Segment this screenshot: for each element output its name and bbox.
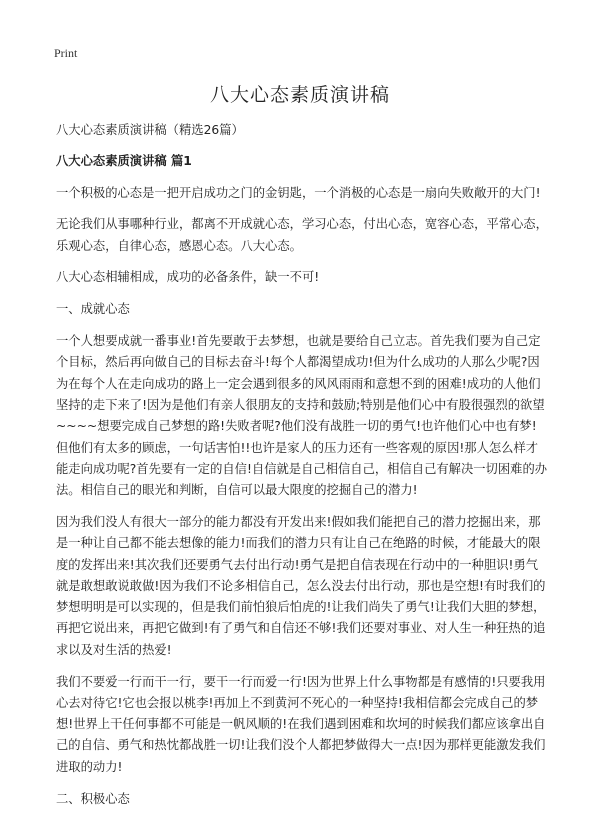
- document-body: [56, 120, 548, 820]
- paragraph-potential: 因为我们没人有很大一部分的能力都没有开发出来!假如我们能把自己的潜力挖掘出来，那是一种让自己都不能去想像的能力!而我们的潜力只有让自己在绝路的时候，才能最大的限度的发挥出来!其次我们还要勇气去付出行动!勇气是把自信表现在行动中的一种胆识!勇气就是敢想敢说敢做!因为我们不论多相信自己，怎么没去付出行动，那也是空想!有时我们的梦想明明是可以实现的，但是我们前怕狼后怕虎的!让我们尚失了勇气!让我们大胆的梦想，再把它说出来，再把它做到!有了勇气和自信还不够!我们还要对事业、对人生一种狂热的追求以及对生活的热爱!: [56, 514, 546, 657]
- paragraph-complement: 八大心态相辅相成，成功的必备条件，缺一不可!: [56, 270, 320, 285]
- print-link[interactable]: Print: [54, 46, 78, 60]
- document-subtitle: 八大心态素质演讲稿（精选26篇）: [56, 123, 244, 137]
- paragraph-intro: 一个积极的心态是一把开启成功之门的金钥匙，一个消极的心态是一扇向失败敞开的大门!: [56, 185, 541, 200]
- paragraph-mindsets-list: 无论我们从事哪种行业，都离不开成就心态，学习心态，付出心态，宽容心态，平常心态，乐观心态，自律心态，感恩心态。八大心态。: [56, 217, 548, 253]
- paragraph-dream: 一个人想要成就一番事业!首先要敢于去梦想，也就是要给自己立志。首先我们要为自己定个目标，然后再向做自己的目标去奋斗!每个人都渴望成功!但为什么成功的人那么少呢?因为在每个人在走向成功的路上一定会遇到很多的风风雨雨和意想不到的困难!成功的人他们坚持的走下来了!因为是他们有亲人很朋友的支持和鼓励;特别是他们心中有股很强烈的欲望~~~~想要完成自己梦想的路!失败者呢?他们没有战胜一切的勇气!也许他们心中也有梦!但他们有太多的顾虑，一句话害怕!!也许是家人的压力还有一些客观的原因!那人怎么样才能走向成功呢?首先要有一定的自信!自信就是自己相信自己，相信自己有解决一切困难的办法。相信自己的眼光和判断，自信可以最大限度的挖掘自己的潜力!: [56, 334, 548, 498]
- subheading-positive: 二、积极心态: [56, 791, 130, 806]
- subheading-achievement: 一、成就心态: [56, 302, 130, 317]
- section-heading: 八大心态素质演讲稿 篇1: [56, 154, 192, 169]
- document-title: 八大心态素质演讲稿: [209, 84, 390, 106]
- paragraph-love-work: 我们不要爱一行而干一行，要干一行而爱一行!因为世界上什么事物都是有感情的!只要我用心去对待它!它也会报以桃李!再加上不到黄河不死心的一种坚持!我相信都会完成自己的梦想!世界上干任何事都不可能是一帆风顺的!在我们遇到困难和坎坷的时候我们都应该拿出自己的自信、勇气和热忱都战胜一切!让我们没个人都把梦做得大一点!因为那样更能激发我们进取的动力!: [56, 674, 546, 774]
